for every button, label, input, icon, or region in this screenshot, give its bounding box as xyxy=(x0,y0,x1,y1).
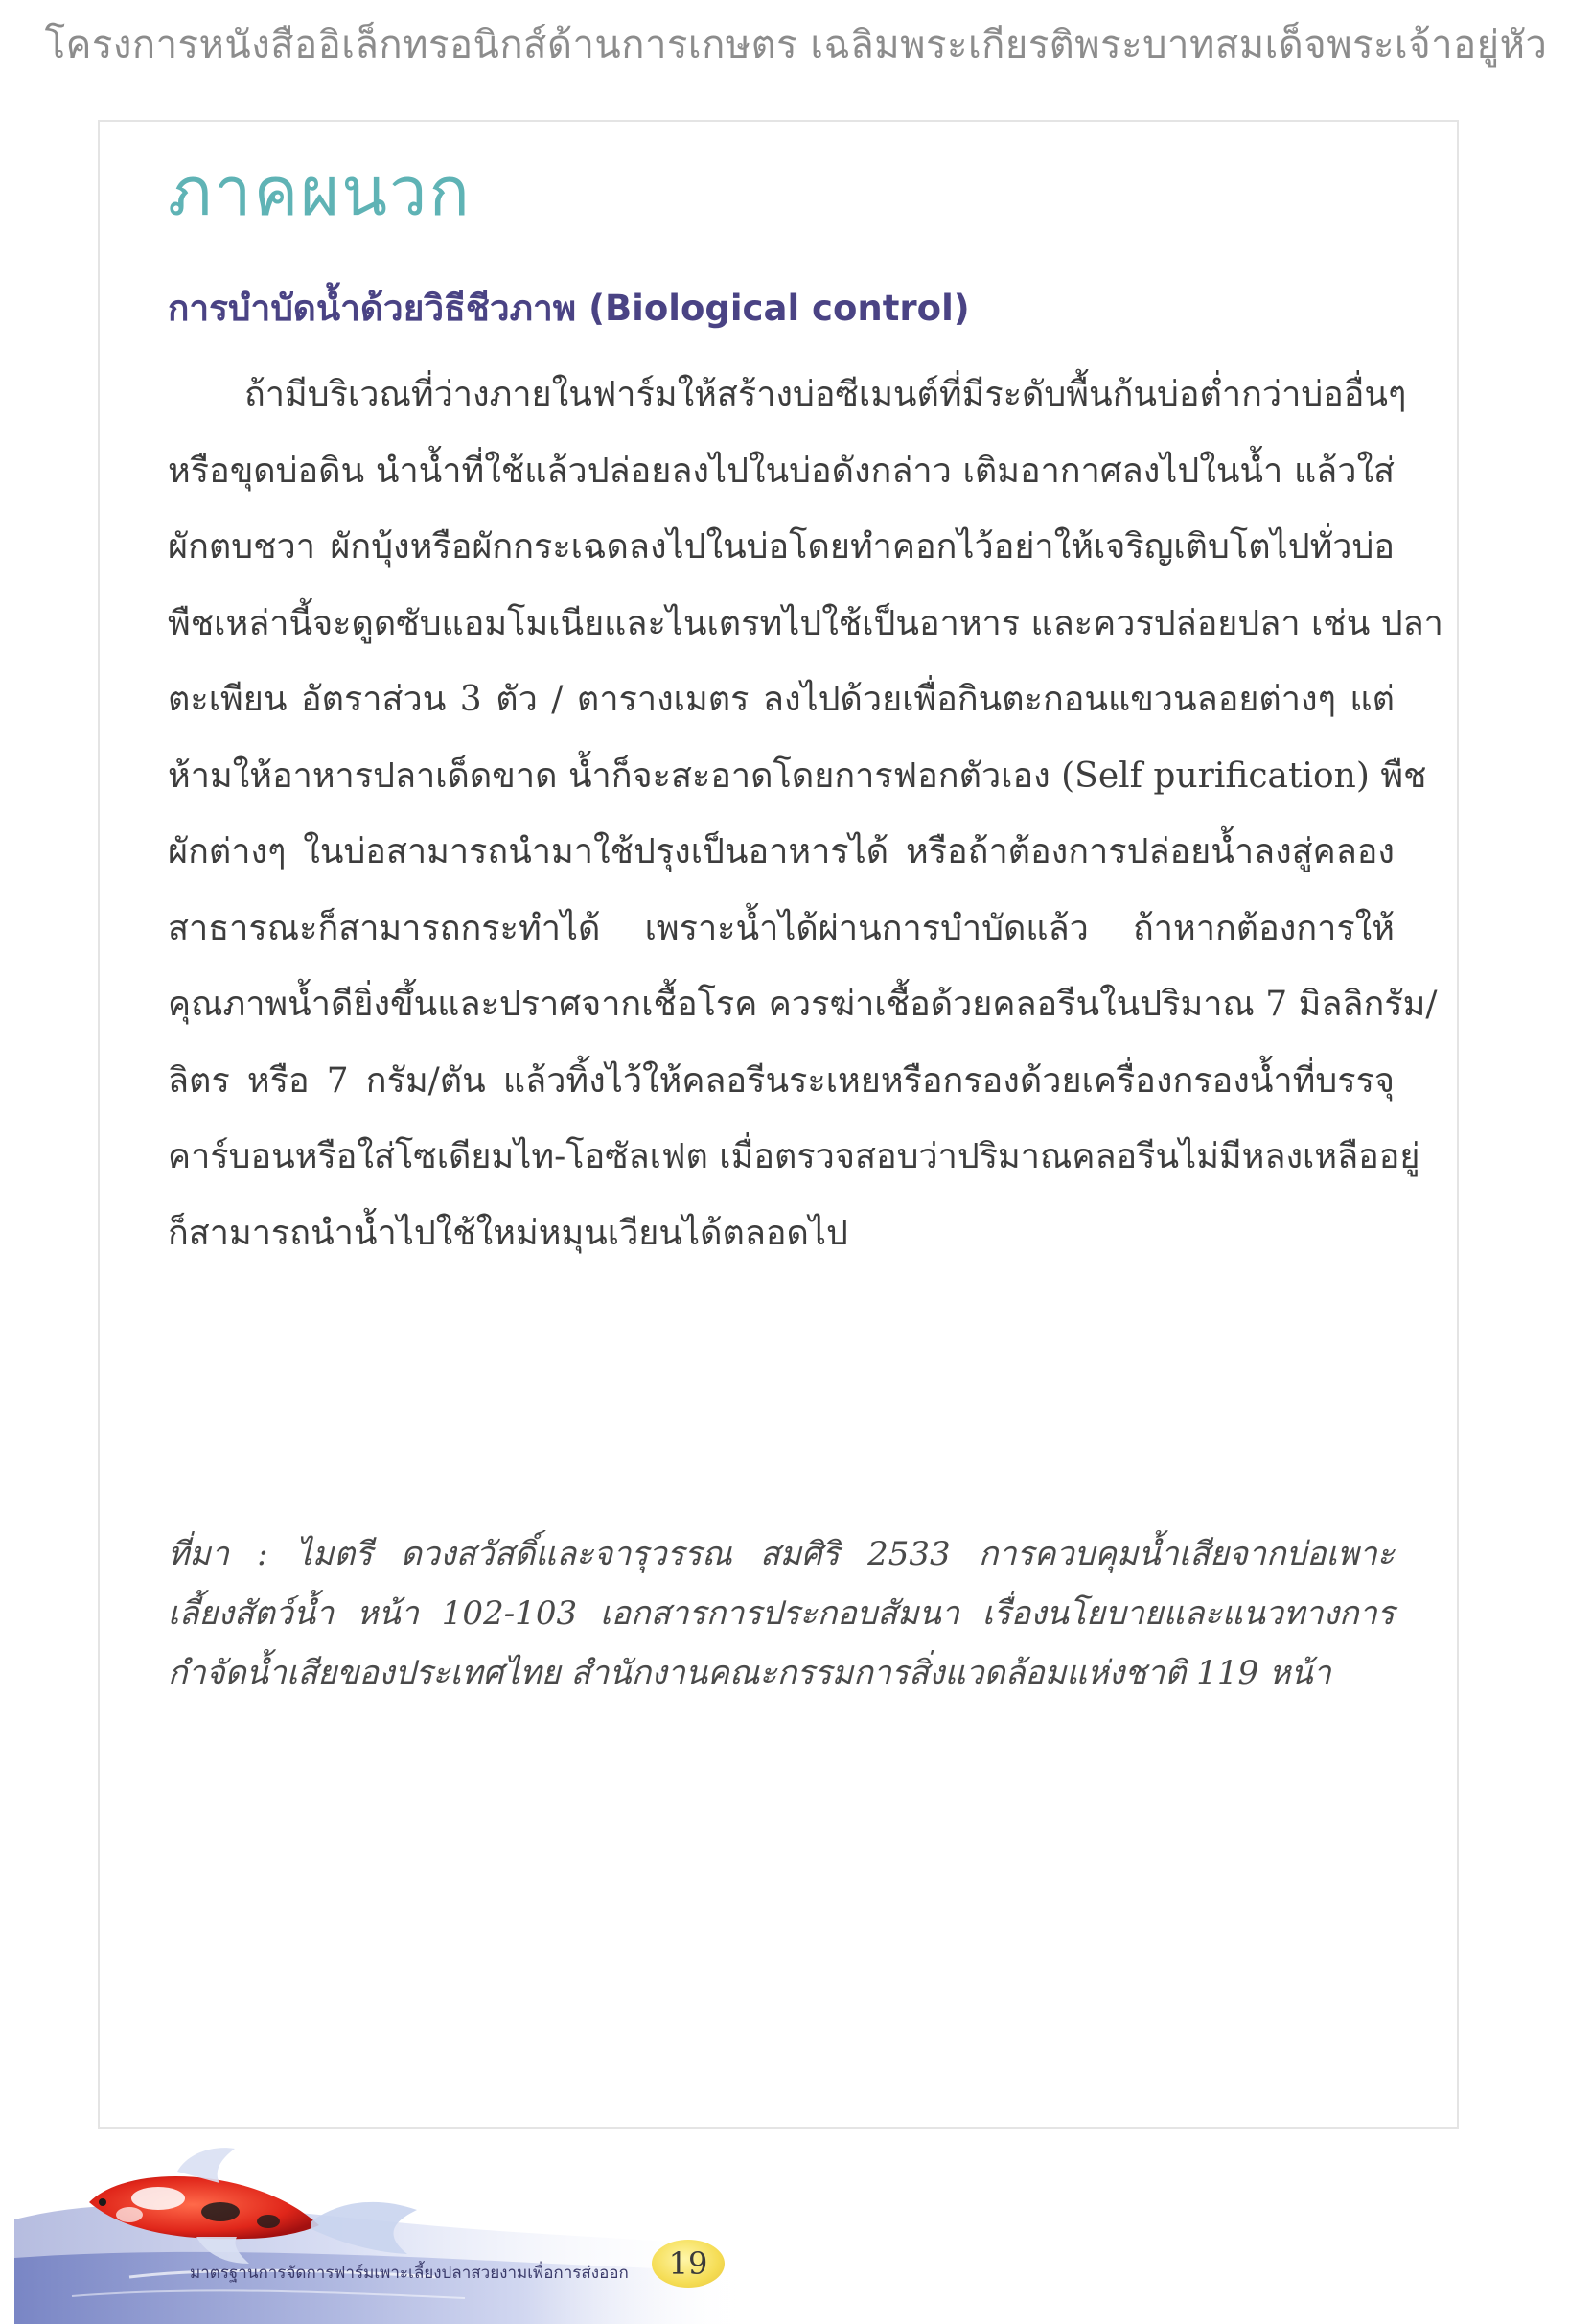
section-title: ภาคผนวก xyxy=(168,152,472,231)
body-line: สาธารณะก็สามารถกระทำได้ เพราะน้ำได้ผ่านการบำบัดแล้ว ถ้าหากต้องการให้ xyxy=(168,908,1395,948)
body-line: คุณภาพน้ำดียิ่งขึ้นและปราศจากเชื้อโรค ควรฆ่าเชื้อด้วยคลอรีนในปริมาณ 7 มิลลิกรัม/ xyxy=(168,985,1438,1024)
reference-line: เลี้ยงสัตว์น้ำ หน้า 102-103 เอกสารการประกอบสัมนา เรื่องนโยบายและแนวทางการ xyxy=(168,1594,1395,1633)
body-line: ตะเพียน อัตราส่วน 3 ตัว / ตารางเมตร ลงไปด้วยเพื่อกินตะกอนแขวนลอยต่างๆ แต่ xyxy=(168,680,1395,719)
body-line: คาร์บอนหรือใส่โซเดียมไท-โอซัลเฟต เมื่อตรวจสอบว่าปริมาณคลอรีนไม่มีหลงเหลืออยู่ xyxy=(168,1137,1420,1176)
body-line: พืชเหล่านี้จะดูดซับแอมโมเนียและไนเตรทไปใช้เป็นอาหาร และควรปล่อยปลา เช่น ปลา xyxy=(168,603,1443,643)
body-paragraph xyxy=(168,357,1443,1271)
body-line: ถ้ามีบริเวณที่ว่างภายในฟาร์มให้สร้างบ่อซีเมนต์ที่มีระดับพื้นก้นบ่อต่ำกว่าบ่ออื่นๆ xyxy=(244,375,1407,414)
reference-line: ที่มา : ไมตรี ดวงสวัสดิ์และจารุวรรณ สมศิริ 2533 การควบคุมน้ำเสียจากบ่อเพาะ xyxy=(168,1535,1395,1573)
page-number-badge xyxy=(652,2240,725,2288)
footer-caption: มาตรฐานการจัดการฟาร์มเพาะเลี้ยงปลาสวยงามเพื่อการส่งออก xyxy=(190,2264,629,2283)
body-line: ห้ามให้อาหารปลาเด็ดขาด น้ำก็จะสะอาดโดยการฟอกตัวเอง (Self purification) พืช xyxy=(168,755,1427,796)
body-line: ผักต่างๆ ในบ่อสามารถนำมาใช้ปรุงเป็นอาหารได้ หรือถ้าต้องการปล่อยน้ำลงสู่คลอง xyxy=(168,832,1395,872)
koi-fish-illustration xyxy=(14,2133,743,2324)
body-line: ผักตบชวา ผักบุ้งหรือผักกระเฉดลงไปในบ่อโดยทำคอกไว้อย่าให้เจริญเติบโตไปทั่วบ่อ xyxy=(168,527,1395,567)
page-number: 19 xyxy=(668,2245,708,2282)
body-line: หรือขุดบ่อดิน นำน้ำที่ใช้แล้วปล่อยลงไปในบ่อดังกล่าว เติมอากาศลงไปในน้ำ แล้วใส่ xyxy=(168,451,1395,491)
project-header: โครงการหนังสืออิเล็กทรอนิกส์ด้านการเกษตร เฉลิมพระเกียรติพระบาทสมเด็จพระเจ้าอยู่หัว xyxy=(44,23,1548,67)
body-line: ก็สามารถนำน้ำไปใช้ใหม่หมุนเวียนได้ตลอดไป xyxy=(168,1213,848,1253)
reference-citation xyxy=(168,1524,1395,1703)
section-subheading: การบำบัดน้ำด้วยวิธีชีวภาพ (Biological control) xyxy=(168,288,970,329)
body-line: ลิตร หรือ 7 กรัม/ตัน แล้วทิ้งไว้ให้คลอรีนระเหยหรือกรองด้วยเครื่องกรองน้ำที่บรรจุ xyxy=(168,1060,1395,1101)
reference-line: กำจัดน้ำเสียของประเทศไทย สำนักงานคณะกรรมการสิ่งแวดล้อมแห่งชาติ 119 หน้า xyxy=(168,1654,1331,1692)
